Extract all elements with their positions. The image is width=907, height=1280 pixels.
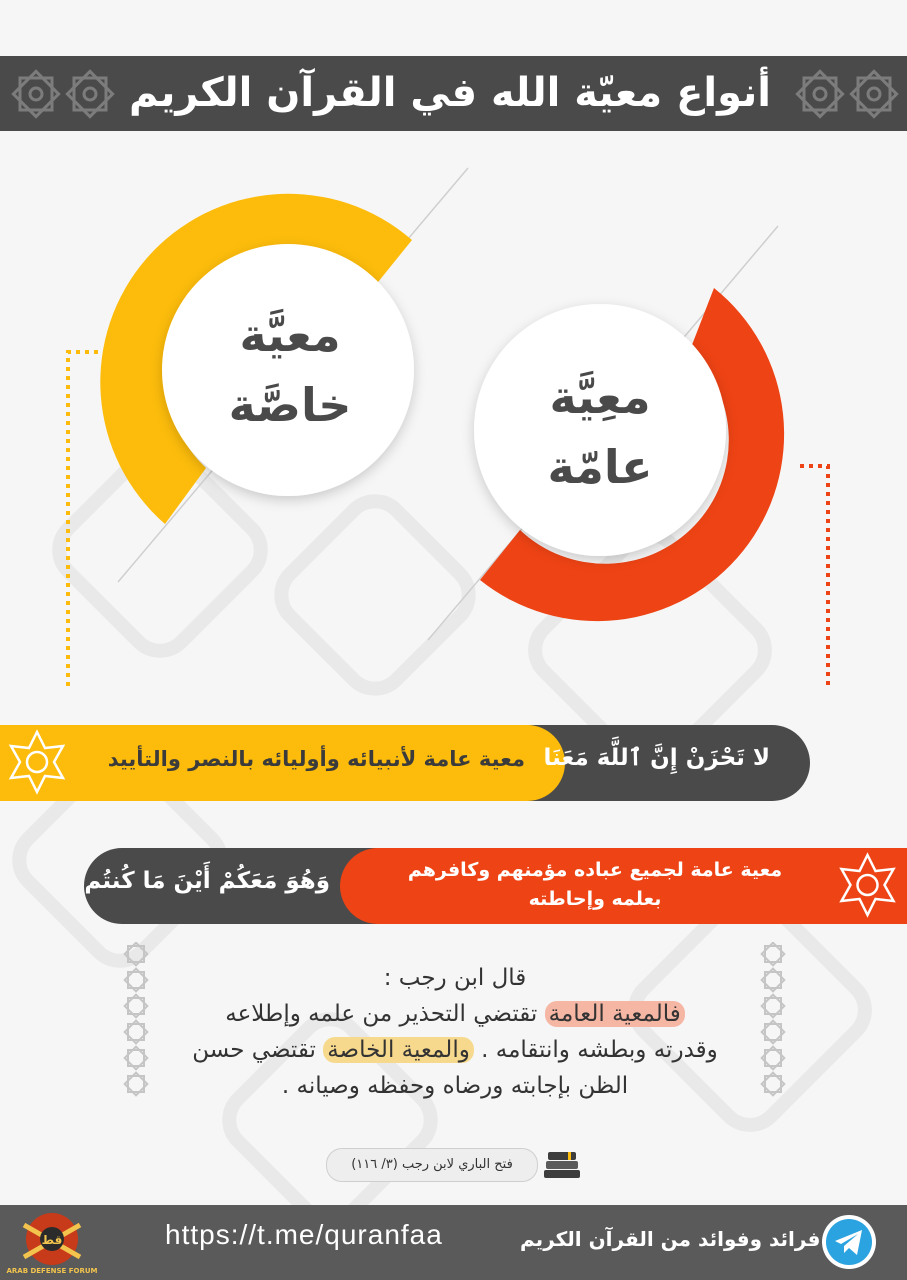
quote-text1: تقتضي التحذير من علمه وإطلاعه xyxy=(225,1001,545,1027)
special-description: معية عامة لأنبيائه وأوليائه بالنصر والتأييد xyxy=(107,747,525,771)
forum-logo-text: ARAB DEFENSE FORUM xyxy=(6,1267,98,1275)
ornament-icon xyxy=(792,66,848,122)
general-verse: وَهُوَ مَعَكُمْ أَيْنَ مَا كُنتُم xyxy=(84,868,330,894)
footer-bar xyxy=(0,1205,907,1280)
quote-block xyxy=(160,960,750,1104)
quote-text3: تقتضي حسن xyxy=(192,1037,324,1063)
side-ornament-icon xyxy=(122,942,150,1117)
source-citation: فتح الباري لابن رجب (٣/ ١١٦) xyxy=(326,1148,538,1182)
ornament-icon xyxy=(846,66,902,122)
page-title: أنواع معيّة الله في القرآن الكريم xyxy=(129,70,771,116)
telegram-icon[interactable] xyxy=(820,1213,878,1271)
special-verse: لا تَحْزَنْ إِنَّ ٱللَّهَ مَعَنَا xyxy=(543,745,770,771)
quote-line1 xyxy=(160,996,750,1032)
star-ornament-icon xyxy=(830,849,907,923)
general-description xyxy=(370,856,820,914)
channel-url-link[interactable]: https://t.me/quranfaa xyxy=(165,1219,443,1250)
special-circle-label xyxy=(190,300,390,440)
svg-text:قط: قط xyxy=(41,1233,63,1247)
highlight-general: فالمعية العامة xyxy=(545,1001,685,1027)
special-label-line2: خاصَّة xyxy=(228,378,352,432)
general-label-line1: معِيَّة xyxy=(549,370,651,424)
general-circle-label xyxy=(500,362,700,502)
quote-text2: وقدرته وبطشه وانتقامه . xyxy=(473,1037,718,1063)
star-ornament-icon xyxy=(0,726,76,800)
special-label-line1: معيَّة xyxy=(239,308,341,362)
quote-line2 xyxy=(160,1032,750,1068)
general-label-line2: عامّة xyxy=(547,440,653,494)
circles-diagram xyxy=(0,130,907,690)
channel-name: فرائد وفوائد من القرآن الكريم xyxy=(520,1227,821,1251)
general-description-line2: بعلمه وإحاطته xyxy=(528,888,662,910)
header-bar xyxy=(0,56,907,131)
side-ornament-icon xyxy=(759,942,787,1117)
quote-line3: الظن بإجابته ورضاه وحفظه وصيانه . xyxy=(281,1073,629,1099)
books-icon xyxy=(540,1146,584,1182)
highlight-special: والمعية الخاصة xyxy=(323,1037,474,1063)
quote-intro: قال ابن رجب : xyxy=(383,965,527,991)
general-description-line1: معية عامة لجميع عباده مؤمنهم وكافرهم xyxy=(407,859,783,881)
forum-logo-icon xyxy=(4,1207,100,1279)
ornament-icon xyxy=(8,66,64,122)
